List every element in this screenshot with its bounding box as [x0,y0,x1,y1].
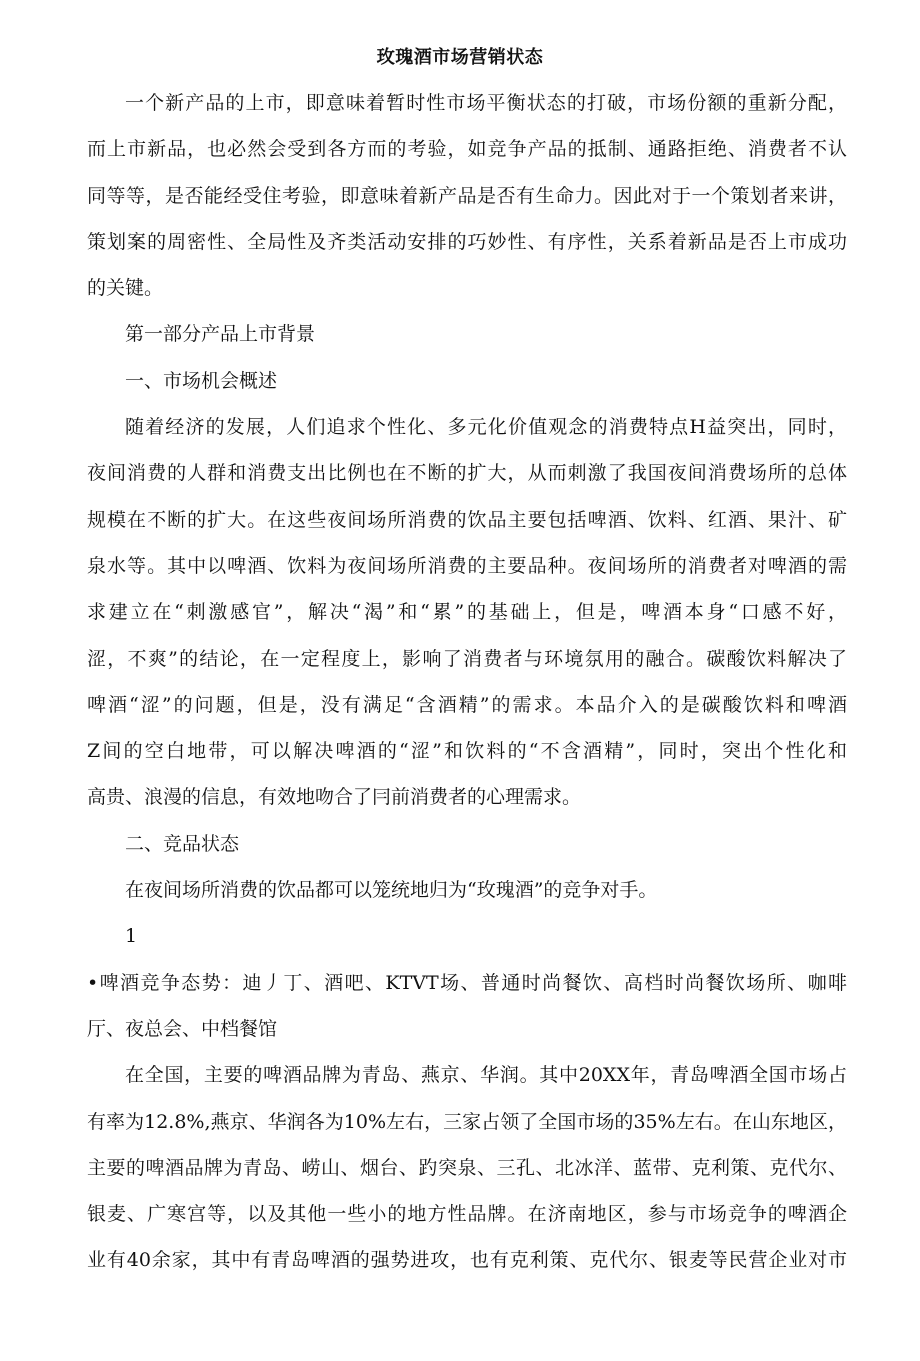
text-line: 业有40余家，其中有青岛啤酒的强势进攻，也有克利策、克代尔、银麦等民营企业对市 [87,1249,847,1272]
text-line: Z间的空白地带，可以解决啤酒的“涩”和饮料的“不含酒精”，同时，突出个性化和 [87,740,847,763]
text-line: 在夜间场所消费的饮品都可以笼统地归为“玫瑰酒”的竞争对手。 [125,879,658,902]
document-title: 玫瑰酒市场营销状态 [376,47,544,68]
text-line: 有率为12.8%,燕京、华润各为10%左右，三家占领了全国市场的35%左右。在山东地区， [87,1110,847,1133]
text-line: 求建立在“刺激感官”，解决“渴”和“累”的基础上，但是，啤酒本身“口感不好， [87,601,847,624]
text-line: 一个新产品的上市，即意味着暂时性市场平衡状态的打破，市场份额的重新分配， [125,92,847,114]
text-line: 随着经济的发展，人们追求个性化、多元化价值观念的消费特点H益突出，同时， [125,416,847,439]
text-line: 高贵、浪漫的信息，有效地吻合了冃前消费者的心理需求。 [87,786,582,809]
text-line: 同等等，是否能经受住考验，即意味着新产品是否有生命力。因此对于一个策划者来讲， [87,184,847,207]
subsection-heading: 二、竞品状态 [125,832,240,855]
text-line: 在全国，主要的啤酒品牌为青岛、燕京、华润。其中20XX年，青岛啤酒全国市场占 [125,1064,847,1087]
text-line: 厅、夜总会、中档餐馆 [87,1017,278,1040]
text-line: 银麦、广寒宫等，以及其他一些小的地方性品牌。在济南地区，参与市场竞争的啤酒企 [87,1203,847,1226]
text-line: 主要的啤酒品牌为青岛、崂山、烟台、趵突泉、三孔、北冰洋、蓝带、克利策、克代尔、 [87,1156,847,1179]
bullet-line: •啤酒竞争态势：迪丿丁、酒吧、KTVT场、普通时尚餐饮、高档时尚餐饮场所、咖啡 [87,971,847,994]
text-line: 策划案的周密性、全局性及齐类活动安排的巧妙性、有序性，关系着新品是否上市成功 [87,230,847,253]
document-body [87,80,847,1284]
text-line: 涩，不爽”的结论，在一定程度上，影响了消费者与环境氛用的融合。碳酸饮料解决了 [87,647,847,670]
text-line: 啤酒“涩”的问题，但是，没有满足“含酒精”的需求。本品介入的是碳酸饮料和啤酒 [87,693,847,716]
subsection-heading: 一、市场机会概述 [125,369,278,392]
text-line: 的关键。 [87,277,164,300]
text-line: 而上市新品，也必然会受到各方而的考验，如竞争产品的抵制、通路拒绝、消费者不认 [87,138,847,161]
text-line: 泉水等。其中以啤酒、饮料为夜间场所消费的主要品种。夜间场所的消费者对啤酒的需 [87,554,847,577]
section-heading: 第一部分产品上市背景 [125,323,316,346]
text-line: 规模在不断的扩大。在这些夜间场所消费的饮品主要包括啤酒、饮料、红酒、果汁、矿 [87,508,847,531]
text-line: 夜间消费的人群和消费支出比例也在不断的扩大，从而刺激了我国夜间消费场所的总体 [87,462,847,485]
list-number: 1 [125,925,138,948]
